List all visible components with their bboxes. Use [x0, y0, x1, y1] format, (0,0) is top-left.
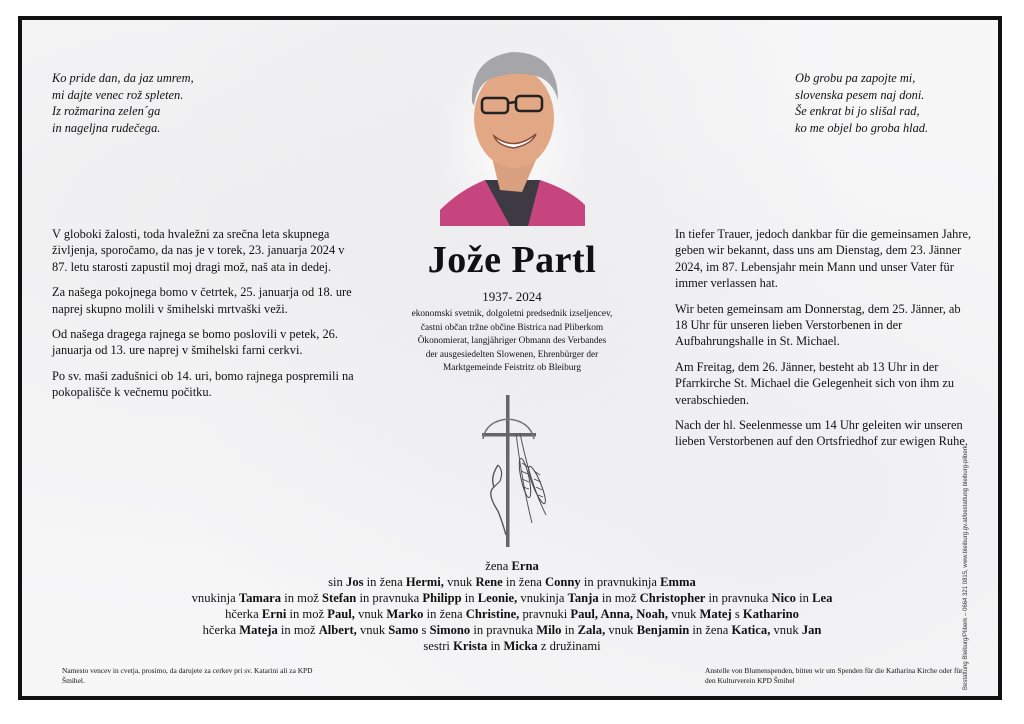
- paragraph: Nach der hl. Seelenmesse um 14 Uhr geleiten wir unseren lieben Verstorbenen auf den Ortsfriedhof zur ewigen Ruhe.: [675, 418, 968, 449]
- honorary-titles: [365, 308, 659, 376]
- deceased-name: Jože Partl: [427, 239, 597, 281]
- paragraph: V globoki žalosti, toda hvaležni za srečna leta skupnega življenja, sporočamo, da nas je v torek, 23. januarja 2024 v 87. letu starosti zapustil moj dragi mož, naš ata in dedej.: [52, 227, 345, 274]
- paragraph: Wir beten gemeinsam am Donnerstag, dem 25. Jänner, ab 18 Uhr für unseren lieben Verstorbenen in der Aufbahrungshalle in St. Michael.: [675, 301, 961, 349]
- paragraph: In tiefer Trauer, jedoch dankbar für die gemeinsamen Jahre, geben wir bekannt, dass uns am Dienstag, dem 23. Jänner 2024, im 87. Lebensjahr mein Mann und unser Vater für immer verlassen hat.: [675, 227, 972, 291]
- title-line: Marktgemeinde Feistritz ob Bleiburg: [443, 363, 581, 374]
- donation-note-slovenian: Namesto vencev in cvetja, prosimo, da darujete za cerkev pri sv. Katarini ali za KPD Šmihel.: [62, 666, 313, 685]
- title-line: der ausgesiedelten Slowenen, Ehrenbürger der: [425, 349, 599, 360]
- family-line: hčerka Mateja in mož Albert, vnuk Samo s Simono in pravnuka Milo in Zala, vnuk Benjamin in žena Katica, vnuk Jan: [202, 623, 822, 637]
- announcement-german: [675, 226, 975, 459]
- portrait-photo: [440, 40, 585, 226]
- imprint-text: Bestattung Bleiburg/Pliberk – 0664 321 0815, www.bleiburg.gv.at/bestattung bleiburg-pliberk: [963, 445, 969, 690]
- cross-with-wheat-icon: [476, 393, 562, 551]
- paragraph: Od našega dragega rajnega se bomo poslovili v petek, 26. januarja od 13. ure naprej v šmihelski farni cerkvi.: [52, 327, 338, 358]
- paragraph: Za našega pokojnega bomo v četrtek, 25. januarja od 18. ure naprej skupno molili v šmihelski mrtvaški veži.: [52, 285, 352, 316]
- paragraph: Am Freitag, dem 26. Jänner, besteht ab 13 Uhr in der Pfarrkirche St. Michael die Gelegenheit sich von ihm zu verabschieden.: [675, 359, 955, 407]
- life-years: 1937- 2024: [482, 289, 542, 304]
- funeral-service-imprint: [958, 420, 972, 690]
- poem-slovenian-left: Ko pride dan, da jaz umrem, mi dajte venec rož spleten. Iz rožmarina zelen´ga in nageljna rudečega.: [52, 71, 194, 135]
- announcement-slovenian: [52, 226, 362, 410]
- title-line: ekonomski svetnik, dolgoletni predsednik izseljencev,: [411, 309, 613, 319]
- title-line: Ökonomierat, langjähriger Obmann des Verbandes: [417, 336, 607, 347]
- donation-note-german: Anstelle von Blumenspenden, bitten wir um Spenden für die Katharina Kirche oder für den Kulturverein KPD Šmihel: [705, 666, 963, 685]
- family-line: hčerka Erni in mož Paul, vnuk Marko in žena Christine, pravnuki Paul, Anna, Noah, vnuk Matej s Katharino: [225, 607, 799, 621]
- family-line: sestri Krista in Micka z družinami: [423, 639, 601, 653]
- poem-slovenian-right: Ob grobu pa zapojte mi, slovenska pesem naj doni. Še enkrat bi jo slišal rad, ko me objel bo groba hlad.: [795, 71, 929, 135]
- family-line: sin Jos in žena Hermi, vnuk Rene in žena Conny in pravnukinja Emma: [328, 575, 696, 589]
- title-line: častni občan tržne občine Bistrica nad Pliberkom: [420, 322, 604, 333]
- family-line: žena Erna: [485, 559, 539, 573]
- family-list: [150, 558, 874, 654]
- family-line: vnukinja Tamara in mož Stefan in pravnuka Philipp in Leonie, vnukinja Tanja in mož Christopher in pravnuka Nico in Lea: [191, 591, 833, 605]
- paragraph: Po sv. maši zadušnici ob 14. uri, bomo rajnega pospremili na pokopališče k večnemu počitku.: [52, 368, 354, 400]
